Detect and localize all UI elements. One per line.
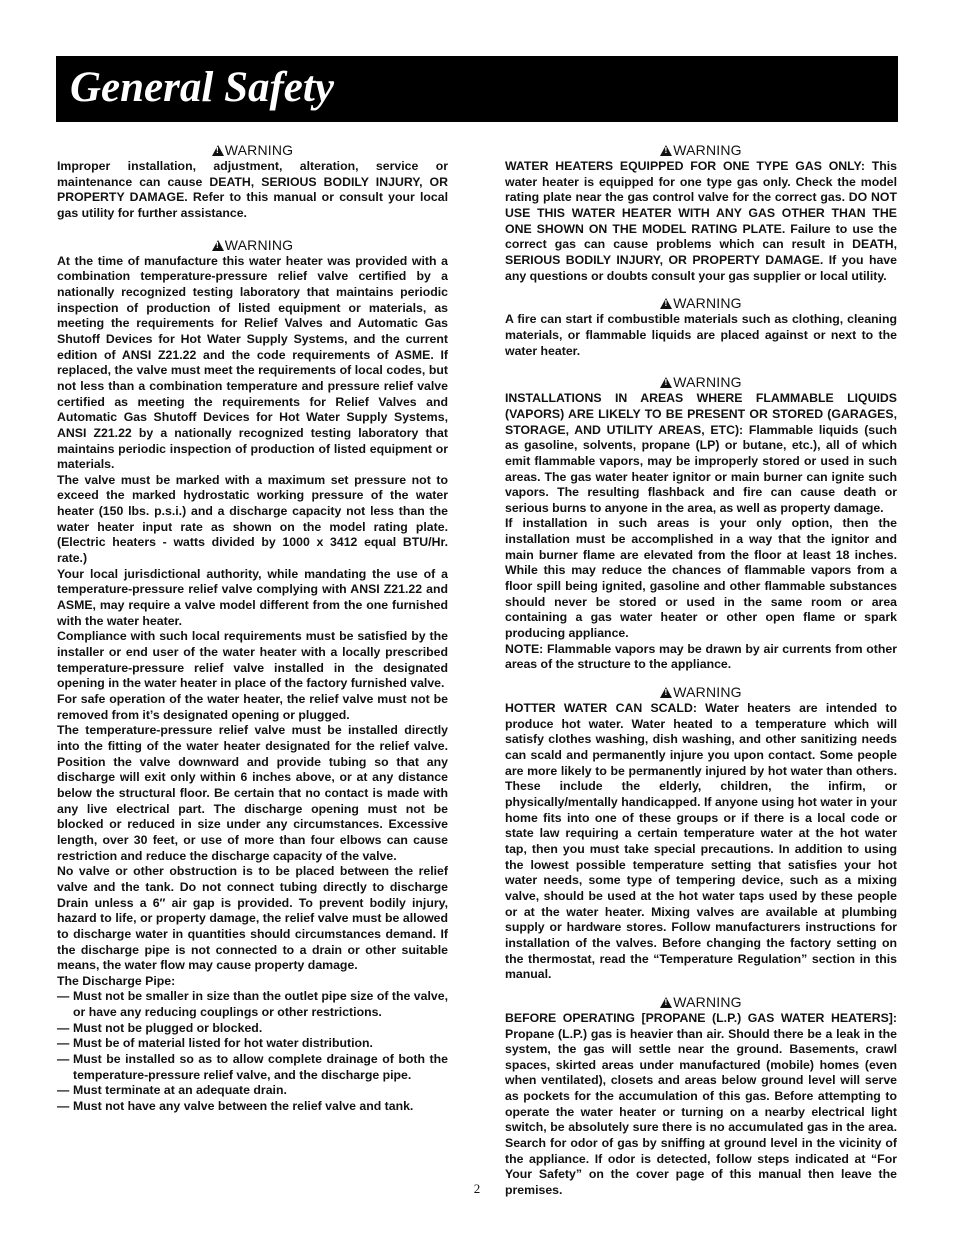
list-item: — Must not be plugged or blocked. — [57, 1020, 263, 1035]
warning-heading: !WARNING — [505, 993, 897, 1011]
list-item: — Must be installed so as to allow complete drainage of both the temperature-pressure relief valve, and the discharge pipe. — [57, 1052, 448, 1082]
left-column — [57, 141, 448, 1115]
warning-paragraph: WATER HEATERS EQUIPPED FOR ONE TYPE GAS ONLY: This water heater is equipped for one type gas only. Check the model rating plate near the gas control valve for the correct gas. DO NOT USE THIS WATER HEATER WITH ANY GAS OTHER THAN THE ONE SHOWN ON THE MODEL RATING PLATE. Failure to use the correct gas can cause problems which can result in DEATH, SERIOUS BODILY INJURY, OR PROPERTY DAMAGE. If you have any questions or doubts consult your gas supplier or local utility. — [505, 159, 897, 283]
warning-heading: !WARNING — [57, 236, 448, 254]
warning-paragraph: A fire can start if combustible materials such as clothing, cleaning materials, or flammable liquids are placed against or next to the water heater. — [505, 312, 897, 358]
warning-paragraph: If installation in such areas is your only option, then the installation must be accomplished in a way that the ignitor and main burner flame are elevated from the floor at least 18 inches. While this may reduce the chances of flammable vapors from a floor spill being ignited, gasoline and other flammable substances should never be stored or used in the same room or area containing a gas water heater or other open flame or spark producing appliance. — [505, 516, 897, 641]
warning-paragraph: The temperature-pressure relief valve must be installed directly into the fitting of the water heater designated for the relief valve. Position the valve downward and provide tubing so that any discharge will exit only within 6 inches above, or at any distance below the structural floor. Be certain that no contact is made with any live electrical part. The discharge opening must not be blocked or reduced in size under any circumstances. Excessive length, over 30 feet, or use of more than four elbows can cause restriction and reduce the discharge capacity of the valve. — [57, 723, 448, 863]
warning-paragraph: NOTE: Flammable vapors may be drawn by air currents from other areas of the structure to the appliance. — [505, 641, 897, 672]
list-item: — Must not have any valve between the relief valve and tank. — [57, 1099, 414, 1114]
warning-paragraph: At the time of manufacture this water heater was provided with a combination temperature-pressure relief valve certified by a nationally recognized testing laboratory that maintains periodic inspection of production of listed equipment or materials, as meeting the requirements for Relief Valves and Automatic Gas Shutoff Devices for Hot Water Supply Systems, and the current edition of ANSI Z21.22 and the code requirements of ASME. If replaced, the valve must meet the requirements of local codes, but not less than a combination temperature and pressure relief valve certified as meeting the requirements for Relief Valves and Automatic Gas Shutoff Devices for Hot Water Supply Systems, ANSI Z21.22 by a nationally recognized testing laboratory that maintains periodic inspection of production of listed equipment or materials. — [57, 253, 448, 472]
warning-paragraph: Improper installation, adjustment, alteration, service or maintenance can cause DEATH, SERIOUS BODILY INJURY, OR PROPERTY DAMAGE. Refer to this manual or consult your local gas utility for further assistance. — [57, 159, 448, 220]
title-bar — [56, 56, 898, 122]
warning-paragraph: The valve must be marked with a maximum set pressure not to exceed the marked hydrostatic working pressure of the water heater (150 lbs. p.s.i.) and a discharge capacity not less than the water heater input rate as shown on the model rating plate. (Electric heaters - watts divided by 1000 x 3412 equal BTU/Hr. rate.) — [57, 472, 448, 566]
warning-heading: !WARNING — [505, 373, 897, 391]
warning-triangle-icon — [660, 997, 672, 1008]
page-title: General Safety — [70, 64, 334, 111]
page-number: 2 — [473, 1181, 481, 1196]
warning-paragraph: For safe operation of the water heater, the relief valve must not be removed from it’s designated opening or plugged. — [57, 692, 448, 722]
warning-paragraph: Compliance with such local requirements must be satisfied by the installer or end user of the water heater with a locally prescribed temperature-pressure relief valve installed in the designated opening in the water heater in place of the factory furnished valve. — [57, 629, 448, 691]
discharge-pipe-heading: The Discharge Pipe: — [57, 973, 176, 988]
right-column — [505, 141, 897, 1199]
warning-paragraph: HOTTER WATER CAN SCALD: Water heaters are intended to produce hot water. Water heated to a temperature which will satisfy clothes washing, dish washing, and other sanitizing needs can scald and permanently injure you upon contact. Some people are more likely to be permanently injured by hot water than others. These include the elderly, children, the infirm, or physically/mentally handicapped. If anyone using hot water in your home fits into one of these groups or if there is a local code or state law requiring a certain temperature water at the hot water tap, then you must take special precautions. In addition to using the lowest possible temperature setting that satisfies your hot water needs, some type of tempering device, such as a mixing valve, should be used at the hot water taps used by these people or at the water heater. Mixing valves are available at plumbing supply or hardware stores. Follow manufacturers instructions for installation of the valves. Before changing the factory setting on the thermostat, read the “Temperature Regulation” section in this manual. — [505, 701, 897, 982]
warning-paragraph: BEFORE OPERATING [PROPANE (L.P.) GAS WATER HEATERS]: Propane (L.P.) gas is heavier than air. Should there be a leak in the system, the gas will settle near the ground. Basements, crawl spaces, skirted areas under manufactured (mobile) homes (even when ventilated), closets and areas below ground level will serve as pockets for the accumulation of this gas. Before attempting to operate the water heater or turning on a nearby electrical light switch, be absolutely sure there is no accumulated gas in the area. Search for odor of gas by sniffing at ground level in the vicinity of the appliance. If odor is detected, follow steps indicated at “For Your Safety” on the cover page of this manual then leave the premises. — [505, 1010, 897, 1198]
warning-triangle-icon — [212, 240, 224, 251]
warning-paragraph: INSTALLATIONS IN AREAS WHERE FLAMMABLE LIQUIDS (VAPORS) ARE LIKELY TO BE PRESENT OR STORED (GARAGES, STORAGE, AND UTILITY AREAS, ETC): Flammable liquids (such as gasoline, solvents, propane (LP) or butane, etc.), all of which emit flammable vapors, may be improperly stored or used in such areas. The gas water heater ignitor or main burner can ignite such vapors. The resulting flashback and fire can cause death or serious burns to anyone in the area, as well as property damage. — [505, 391, 897, 515]
warning-triangle-icon — [660, 298, 672, 309]
warning-heading: !WARNING — [57, 141, 448, 159]
discharge-pipe-list — [57, 989, 448, 1114]
warning-heading: !WARNING — [505, 683, 897, 701]
warning-heading: !WARNING — [505, 141, 897, 159]
list-item: — Must be of material listed for hot water distribution. — [57, 1036, 373, 1051]
warning-triangle-icon — [660, 145, 672, 156]
warning-triangle-icon — [660, 377, 672, 388]
list-item: — Must not be smaller in size than the outlet pipe size of the valve, or have any reducing couplings or other restrictions. — [57, 989, 448, 1020]
warning-heading: !WARNING — [505, 294, 897, 312]
list-item: — Must terminate at an adequate drain. — [57, 1083, 287, 1098]
warning-triangle-icon — [660, 687, 672, 698]
warning-triangle-icon — [212, 145, 224, 156]
warning-paragraph: No valve or other obstruction is to be placed between the relief valve and the tank. Do not connect tubing directly to discharge Drain unless a 6″ air gap is provided. To prevent bodily injury, hazard to life, or property damage, the relief valve must be allowed to discharge water in quantities should circumstances demand. If the discharge pipe is not connected to a drain or other suitable means, the water flow may cause property damage. — [57, 864, 448, 973]
warning-paragraph: Your local jurisdictional authority, while mandating the use of a temperature-pressure relief valve complying with ANSI Z21.22 and ASME, may require a valve model different from the one furnished with the water heater. — [57, 566, 448, 628]
